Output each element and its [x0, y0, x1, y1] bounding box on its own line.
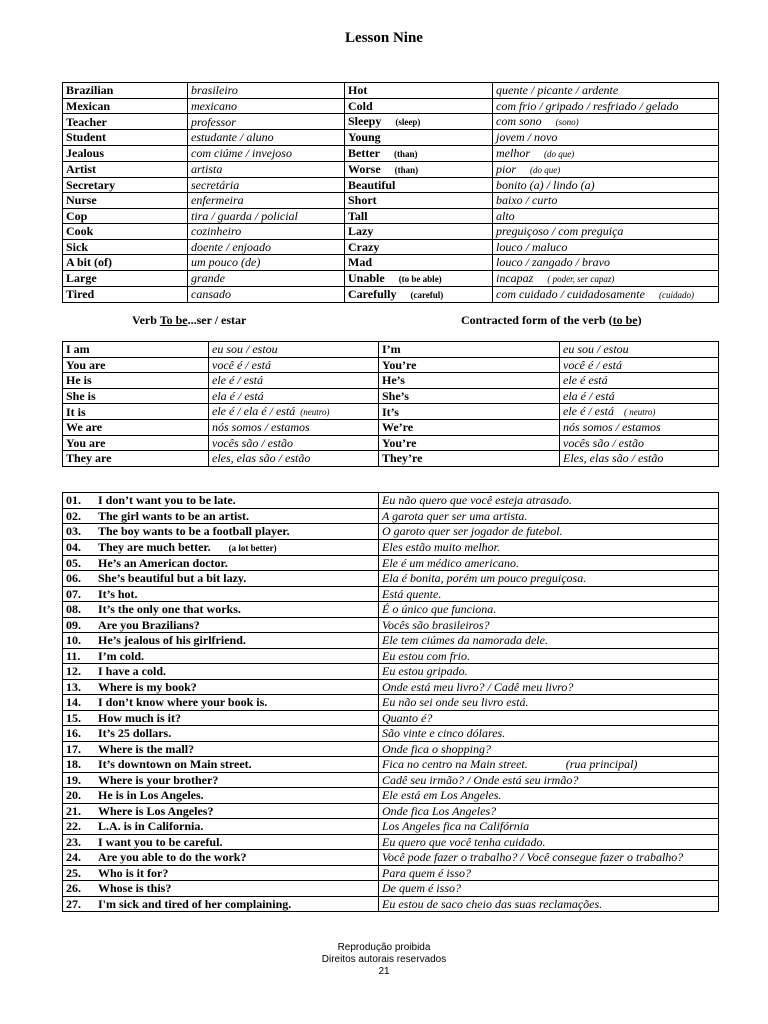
sentence-number: 17.: [66, 741, 81, 756]
english-word: Tall: [345, 208, 493, 224]
portuguese-sentence: Ele tem ciúmes da namorada dele.: [379, 633, 719, 649]
english-sentence: 19. Where is your brother?: [63, 772, 379, 788]
sentence-number: 05.: [66, 555, 81, 570]
sentence-table: [62, 492, 719, 912]
portuguese-sentence: Los Angeles fica na Califórnia: [379, 819, 719, 835]
english-sentence: 02. The girl wants to be an artist.: [63, 508, 379, 524]
english-sentence: 15. How much is it?: [63, 710, 379, 726]
verb-row: [63, 388, 719, 404]
english-verb: She is: [63, 388, 209, 404]
footer-copyright: Reprodução proibida: [337, 942, 431, 953]
verb-row: [63, 404, 719, 420]
vocab-row: [63, 193, 719, 209]
english-sentence: 05. He’s an American doctor.: [63, 555, 379, 571]
note: (neutro): [300, 407, 330, 417]
vocab-row: [63, 114, 719, 130]
portuguese-sentence: Onde fica Los Angeles?: [379, 803, 719, 819]
portuguese-sentence: Para quem é isso?: [379, 865, 719, 881]
english-word: Tired: [63, 286, 188, 302]
sentence-number: 21.: [66, 803, 81, 818]
english-sentence: 27. I'm sick and tired of her complaining.: [63, 896, 379, 912]
note: (do que): [544, 148, 575, 159]
contracted-verb: We’re: [379, 420, 560, 436]
portuguese-word: brasileiro: [188, 83, 345, 99]
portuguese-verb: vocês são / estão: [560, 435, 719, 451]
english-verb: They are: [63, 451, 209, 467]
english-word: Crazy: [345, 239, 493, 255]
portuguese-sentence: Quanto é?: [379, 710, 719, 726]
english-word: Brazilian: [63, 83, 188, 99]
vocab-row: [63, 130, 719, 146]
english-sentence: 11. I’m cold.: [63, 648, 379, 664]
english-word: Cold: [345, 98, 493, 114]
sentence-number: 20.: [66, 788, 81, 803]
portuguese-word: bonito (a) / lindo (a): [493, 177, 719, 193]
sentence-row: [63, 896, 719, 912]
portuguese-verb: Eles, elas são / estão: [560, 451, 719, 467]
contracted-heading: Contracted form of the verb (to be): [461, 313, 642, 327]
sentence-number: 10.: [66, 633, 81, 648]
note: (careful): [410, 289, 444, 300]
portuguese-sentence: Onde está meu livro? / Cadê meu livro?: [379, 679, 719, 695]
verb-row: [63, 342, 719, 358]
sentence-row: [63, 586, 719, 602]
note: ( poder, ser capaz): [547, 273, 615, 284]
footer: [0, 942, 768, 978]
english-sentence: 09. Are you Brazilians?: [63, 617, 379, 633]
portuguese-sentence: Eu não sei onde seu livro está.: [379, 695, 719, 711]
sentence-number: 07.: [66, 586, 81, 601]
english-word: A bit (of): [63, 255, 188, 271]
sentence-number: 01.: [66, 493, 81, 508]
english-word: Nurse: [63, 193, 188, 209]
english-word: Worse (than): [345, 161, 493, 177]
sentence-number: 15.: [66, 710, 81, 725]
portuguese-sentence: O garoto quer ser jogador de futebol.: [379, 524, 719, 540]
vocab-row: [63, 239, 719, 255]
sentence-row: [63, 524, 719, 540]
verb-heading: Verb To be...ser / estar: [132, 313, 247, 327]
portuguese-sentence: Ela é bonita, porém um pouco preguiçosa.: [379, 571, 719, 587]
portuguese-word: jovem / novo: [493, 130, 719, 146]
contracted-verb: It’s: [379, 404, 560, 420]
sentence-number: 06.: [66, 571, 81, 586]
sentence-number: 09.: [66, 617, 81, 632]
english-sentence: 08. It’s the only one that works.: [63, 602, 379, 618]
sentence-row: [63, 819, 719, 835]
portuguese-word: cansado: [188, 286, 345, 302]
verb-row: [63, 451, 719, 467]
note: (than): [394, 164, 419, 175]
vocab-row: [63, 270, 719, 286]
portuguese-word: tira / guarda / policial: [188, 208, 345, 224]
portuguese-word: preguiçoso / com preguiça: [493, 224, 719, 240]
portuguese-verb: ela é / está: [209, 388, 379, 404]
portuguese-verb: eu sou / estou: [560, 342, 719, 358]
english-verb: We are: [63, 420, 209, 436]
english-word: Young: [345, 130, 493, 146]
portuguese-word: incapaz ( poder, ser capaz): [493, 270, 719, 286]
contracted-verb: He’s: [379, 373, 560, 389]
portuguese-word: um pouco (de): [188, 255, 345, 271]
portuguese-word: professor: [188, 114, 345, 130]
portuguese-sentence: Está quente.: [379, 586, 719, 602]
sentence-row: [63, 648, 719, 664]
verb-row: [63, 373, 719, 389]
portuguese-word: baixo / curto: [493, 193, 719, 209]
english-word: Hot: [345, 83, 493, 99]
english-verb: I am: [63, 342, 209, 358]
portuguese-sentence: É o único que funciona.: [379, 602, 719, 618]
english-sentence: 23. I want you to be careful.: [63, 834, 379, 850]
english-word: Carefully (careful): [345, 286, 493, 302]
sentence-row: [63, 772, 719, 788]
english-sentence: 12. I have a cold.: [63, 664, 379, 680]
sentence-number: 22.: [66, 819, 81, 834]
portuguese-verb: eles, elas são / estão: [209, 451, 379, 467]
english-sentence: 24. Are you able to do the work?: [63, 850, 379, 866]
sentence-row: [63, 633, 719, 649]
sentence-number: 08.: [66, 602, 81, 617]
portuguese-word: com frio / gripado / resfriado / gelado: [493, 98, 719, 114]
english-sentence: 25. Who is it for?: [63, 865, 379, 881]
portuguese-sentence: Onde fica o shopping?: [379, 741, 719, 757]
vocab-row: [63, 224, 719, 240]
contracted-verb: She’s: [379, 388, 560, 404]
page-number: 21: [378, 966, 390, 977]
portuguese-verb: ele é / está ( neutro): [560, 404, 719, 420]
note: (a lot better): [228, 542, 277, 553]
english-sentence: 10. He’s jealous of his girlfriend.: [63, 633, 379, 649]
portuguese-word: artista: [188, 161, 345, 177]
sentence-number: 13.: [66, 679, 81, 694]
contracted-verb: You’re: [379, 435, 560, 451]
sentence-row: [63, 539, 719, 555]
portuguese-verb: eu sou / estou: [209, 342, 379, 358]
vocab-row: [63, 255, 719, 271]
portuguese-word: alto: [493, 208, 719, 224]
vocab-row: [63, 177, 719, 193]
portuguese-word: cozinheiro: [188, 224, 345, 240]
english-sentence: 03. The boy wants to be a football player.: [63, 524, 379, 540]
portuguese-verb: ele é está: [560, 373, 719, 389]
verb-table: [62, 341, 719, 467]
portuguese-verb: nós somos / estamos: [209, 420, 379, 436]
portuguese-sentence: Vocês são brasileiros?: [379, 617, 719, 633]
sentence-row: [63, 695, 719, 711]
sentence-number: 16.: [66, 726, 81, 741]
english-word: Mad: [345, 255, 493, 271]
sentence-number: 04.: [66, 539, 81, 554]
verb-row: [63, 435, 719, 451]
contracted-verb: You’re: [379, 357, 560, 373]
sentence-row: [63, 617, 719, 633]
english-verb: You are: [63, 435, 209, 451]
vocab-row: [63, 83, 719, 99]
english-word: Cook: [63, 224, 188, 240]
portuguese-word: estudante / aluno: [188, 130, 345, 146]
sentence-number: 14.: [66, 695, 81, 710]
english-sentence: 21. Where is Los Angeles?: [63, 803, 379, 819]
english-word: Mexican: [63, 98, 188, 114]
portuguese-sentence: Eu estou de saco cheio das suas reclamações.: [379, 896, 719, 912]
english-sentence: 18. It’s downtown on Main street.: [63, 757, 379, 773]
note: (sleep): [395, 117, 421, 127]
portuguese-word: com ciúme / invejoso: [188, 145, 345, 161]
portuguese-verb: ela é / está: [560, 388, 719, 404]
portuguese-verb: nós somos / estamos: [560, 420, 719, 436]
english-word: Large: [63, 270, 188, 286]
portuguese-word: quente / picante / ardente: [493, 83, 719, 99]
sentence-number: 26.: [66, 881, 81, 896]
english-word: Artist: [63, 161, 188, 177]
vocab-row: [63, 145, 719, 161]
sentence-number: 02.: [66, 508, 81, 523]
portuguese-verb: vocês são / estão: [209, 435, 379, 451]
sentence-number: 18.: [66, 757, 81, 772]
english-word: Short: [345, 193, 493, 209]
portuguese-sentence: Eu quero que você tenha cuidado.: [379, 834, 719, 850]
note: ( neutro): [623, 407, 656, 417]
sentence-row: [63, 710, 719, 726]
sentence-number: 24.: [66, 850, 81, 865]
portuguese-verb: ele é / ela é / está (neutro): [209, 404, 379, 420]
note: (to be able): [398, 273, 442, 284]
english-word: Unable (to be able): [345, 270, 493, 286]
sentence-row: [63, 788, 719, 804]
english-word: Sick: [63, 239, 188, 255]
note: (do que): [530, 164, 561, 175]
portuguese-word: com cuidado / cuidadosamente (cuidado): [493, 286, 719, 302]
english-verb: You are: [63, 357, 209, 373]
sentence-row: [63, 850, 719, 866]
sentence-row: [63, 664, 719, 680]
note: (cuidado): [658, 289, 694, 300]
note: (sono): [555, 117, 579, 127]
english-sentence: 22. L.A. is in California.: [63, 819, 379, 835]
vocab-row: [63, 98, 719, 114]
vocab-row: [63, 286, 719, 302]
portuguese-sentence: São vinte e cinco dólares.: [379, 726, 719, 742]
portuguese-word: mexicano: [188, 98, 345, 114]
english-verb: It is: [63, 404, 209, 420]
portuguese-sentence: Eles estão muito melhor.: [379, 539, 719, 555]
note: (rua principal): [565, 757, 638, 772]
english-sentence: 07. It’s hot.: [63, 586, 379, 602]
portuguese-word: louco / zangado / bravo: [493, 255, 719, 271]
portuguese-sentence: De quem é isso?: [379, 881, 719, 897]
sentence-number: 19.: [66, 772, 81, 787]
portuguese-word: secretária: [188, 177, 345, 193]
portuguese-sentence: Cadê seu irmão? / Onde está seu irmão?: [379, 772, 719, 788]
sentence-row: [63, 602, 719, 618]
verb-row: [63, 357, 719, 373]
english-sentence: 26. Whose is this?: [63, 881, 379, 897]
english-word: Teacher: [63, 114, 188, 130]
sentence-number: 25.: [66, 865, 81, 880]
sentence-row: [63, 803, 719, 819]
english-sentence: 16. It’s 25 dollars.: [63, 726, 379, 742]
vocabulary-table: [62, 82, 719, 303]
sentence-number: 12.: [66, 664, 81, 679]
portuguese-sentence: Ele está em Los Angeles.: [379, 788, 719, 804]
sentence-number: 27.: [66, 896, 81, 911]
portuguese-sentence: Eu não quero que você esteja atrasado.: [379, 493, 719, 509]
portuguese-word: enfermeira: [188, 193, 345, 209]
sentence-row: [63, 865, 719, 881]
english-sentence: 20. He is in Los Angeles.: [63, 788, 379, 804]
portuguese-word: pior (do que): [493, 161, 719, 177]
vocab-row: [63, 161, 719, 177]
sentence-row: [63, 555, 719, 571]
english-sentence: 04. They are much better. (a lot better): [63, 539, 379, 555]
sentence-row: [63, 508, 719, 524]
portuguese-sentence: Ele é um médico americano.: [379, 555, 719, 571]
english-sentence: 01. I don’t want you to be late.: [63, 493, 379, 509]
note: (than): [393, 148, 418, 159]
english-word: Jealous: [63, 145, 188, 161]
sentence-row: [63, 757, 719, 773]
sentence-row: [63, 493, 719, 509]
english-sentence: 06. She’s beautiful but a bit lazy.: [63, 571, 379, 587]
sentence-number: 03.: [66, 524, 81, 539]
portuguese-word: doente / enjoado: [188, 239, 345, 255]
page-title: Lesson Nine: [345, 30, 423, 46]
english-verb: He is: [63, 373, 209, 389]
portuguese-sentence: A garota quer ser uma artista.: [379, 508, 719, 524]
contracted-verb: I’m: [379, 342, 560, 358]
portuguese-sentence: Você pode fazer o trabalho? / Você consegue fazer o trabalho?: [379, 850, 719, 866]
portuguese-verb: você é / está: [209, 357, 379, 373]
portuguese-verb: ele é / está: [209, 373, 379, 389]
english-word: Beautiful: [345, 177, 493, 193]
english-word: Sleepy (sleep): [345, 114, 493, 130]
portuguese-word: louco / maluco: [493, 239, 719, 255]
verb-row: [63, 420, 719, 436]
portuguese-word: com sono (sono): [493, 114, 719, 130]
sentence-row: [63, 679, 719, 695]
footer-rights: Direitos autorais reservados: [321, 954, 447, 965]
english-word: Student: [63, 130, 188, 146]
portuguese-sentence: Eu estou gripado.: [379, 664, 719, 680]
portuguese-verb: você é / está: [560, 357, 719, 373]
sentence-number: 23.: [66, 834, 81, 849]
sentence-row: [63, 726, 719, 742]
portuguese-sentence: Eu estou com frio.: [379, 648, 719, 664]
english-word: Lazy: [345, 224, 493, 240]
sentence-row: [63, 834, 719, 850]
portuguese-sentence: Fica no centro na Main street. (rua principal): [379, 757, 719, 773]
english-sentence: 17. Where is the mall?: [63, 741, 379, 757]
sentence-row: [63, 571, 719, 587]
english-word: Better (than): [345, 145, 493, 161]
english-word: Cop: [63, 208, 188, 224]
english-sentence: 14. I don’t know where your book is.: [63, 695, 379, 711]
portuguese-word: grande: [188, 270, 345, 286]
vocab-row: [63, 208, 719, 224]
sentence-row: [63, 881, 719, 897]
sentence-row: [63, 741, 719, 757]
sentence-number: 11.: [66, 648, 81, 663]
contracted-verb: They’re: [379, 451, 560, 467]
english-sentence: 13. Where is my book?: [63, 679, 379, 695]
english-word: Secretary: [63, 177, 188, 193]
portuguese-word: melhor (do que): [493, 145, 719, 161]
